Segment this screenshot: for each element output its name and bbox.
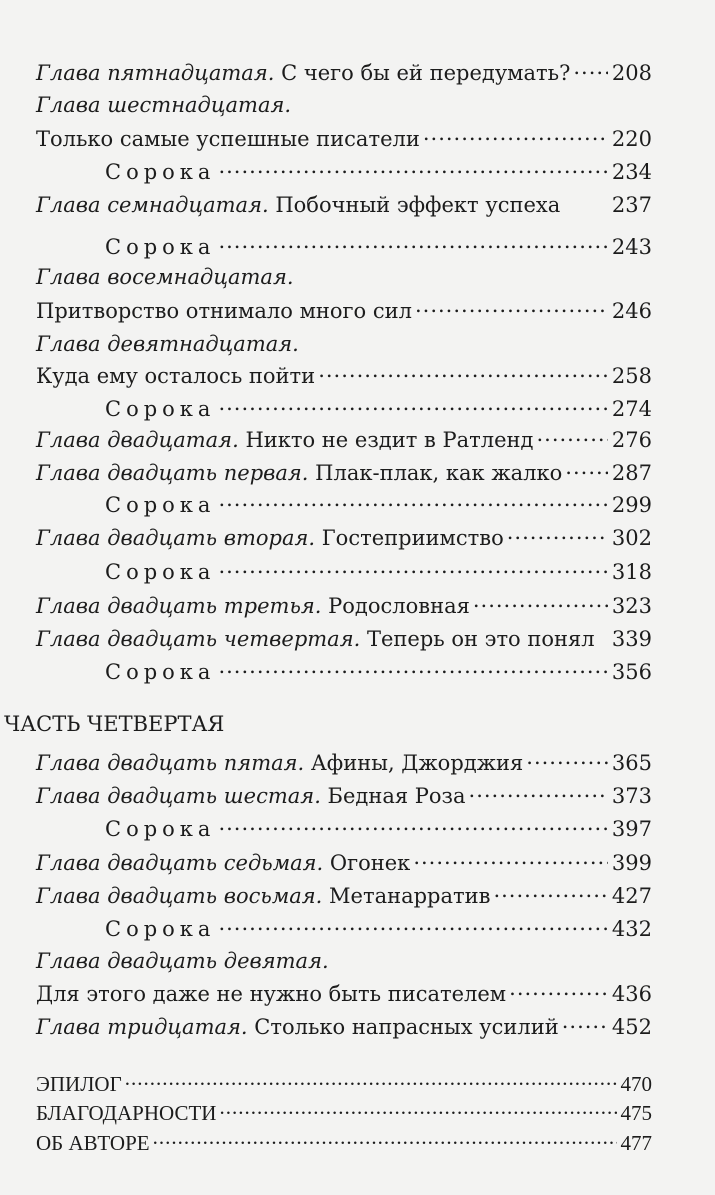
entry-title: Сорока	[105, 817, 216, 841]
leader-dots	[469, 782, 608, 803]
leader-dots	[565, 459, 608, 480]
page-number: 436	[611, 982, 652, 1006]
toc-entry	[36, 425, 652, 455]
page-number: 243	[611, 235, 652, 259]
chapter-label: Глава двадцать восьмая.	[36, 884, 323, 908]
leader-dots	[415, 297, 608, 318]
page-number: 318	[611, 560, 652, 584]
entry-title: Для этого даже не нужно быть писателем	[36, 982, 507, 1006]
leader-dots	[536, 426, 607, 447]
toc-entry	[36, 848, 652, 878]
toc-entry	[36, 1069, 652, 1099]
chapter-label: Глава пятнадцатая.	[36, 61, 275, 85]
leader-dots	[125, 1070, 617, 1091]
toc-entry	[105, 657, 652, 687]
page-number: 432	[611, 917, 652, 941]
leader-dots	[507, 524, 608, 545]
toc-entry	[105, 814, 652, 844]
toc-entry	[36, 881, 652, 911]
entry-title: С чего бы ей передумать?	[274, 61, 571, 85]
toc-entry	[36, 591, 652, 621]
entry-title: Куда ему осталось пойти	[36, 364, 316, 388]
chapter-label: Глава двадцать пятая.	[36, 751, 305, 775]
page-number: 302	[611, 526, 652, 550]
chapter-label: Глава тридцатая.	[36, 1015, 248, 1039]
page-number: 234	[611, 160, 652, 184]
page-number: 475	[620, 1101, 652, 1125]
page-number: 246	[611, 299, 652, 323]
chapter-label: Глава шестнадцатая.	[36, 93, 292, 117]
leader-dots	[218, 491, 607, 512]
chapter-label: Глава семнадцатая.	[36, 193, 269, 217]
chapter-label: Глава восемнадцатая.	[36, 265, 294, 289]
chapter-label: Глава двадцатая.	[36, 428, 239, 452]
toc-entry	[36, 329, 652, 359]
toc-entry	[36, 90, 652, 120]
entry-title: ОБ АВТОРЕ	[36, 1131, 150, 1155]
entry-title: Сорока	[105, 160, 216, 184]
toc-entry	[105, 914, 652, 944]
toc-entry	[36, 1012, 652, 1042]
chapter-label: Глава двадцать девятая.	[36, 949, 329, 973]
toc-entry	[36, 781, 652, 811]
page-number: 373	[611, 784, 652, 808]
page-number: 356	[611, 660, 652, 684]
toc-entry	[105, 490, 652, 520]
leader-dots	[413, 849, 608, 870]
leader-dots	[526, 749, 608, 770]
toc-entry	[36, 523, 652, 553]
leader-dots	[562, 1013, 608, 1034]
leader-dots	[573, 59, 608, 80]
toc-entry	[36, 1128, 652, 1158]
toc-entry	[36, 748, 652, 778]
page-number: 287	[611, 461, 652, 485]
page-number: 220	[611, 127, 652, 151]
page-number: 470	[620, 1072, 652, 1096]
toc-entry	[36, 1098, 652, 1128]
entry-title: Теперь он это понял	[360, 627, 595, 651]
entry-title: ЭПИЛОГ	[36, 1072, 122, 1096]
leader-dots	[509, 980, 608, 1001]
entry-title: Бедная Роза	[320, 784, 466, 808]
toc-entry	[36, 624, 652, 654]
entry-title: Сорока	[105, 917, 216, 941]
page-number: 452	[611, 1015, 652, 1039]
toc-entry	[105, 557, 652, 587]
page-number: 258	[611, 364, 652, 388]
page-number: 237	[611, 193, 652, 217]
page-number: 274	[611, 397, 652, 421]
chapter-label: Глава двадцать четвертая.	[36, 627, 361, 651]
page-number: 339	[611, 627, 652, 651]
entry-title: Плак-плак, как жалко	[308, 461, 563, 485]
page-number: 208	[611, 61, 652, 85]
toc-entry	[36, 979, 652, 1009]
page-number: 365	[611, 751, 652, 775]
leader-dots	[218, 158, 607, 179]
chapter-label: Глава двадцать шестая.	[36, 784, 321, 808]
leader-dots	[218, 915, 607, 936]
page-number: 399	[611, 851, 652, 875]
page-number: 276	[611, 428, 652, 452]
leader-dots	[493, 882, 607, 903]
chapter-label: Глава двадцать седьмая.	[36, 851, 324, 875]
entry-title: Никто не ездит в Ратленд	[238, 428, 534, 452]
toc-entry	[36, 361, 652, 391]
entry-title: Огонек	[323, 851, 411, 875]
entry-title: Родословная	[321, 594, 470, 618]
toc-entry	[36, 58, 652, 88]
leader-dots	[219, 1099, 616, 1120]
page-number: 299	[611, 493, 652, 517]
entry-title: Только самые успешные писатели	[36, 127, 420, 151]
part-heading: ЧАСТЬ ЧЕТВЕРТАЯ	[4, 712, 225, 736]
leader-dots	[473, 592, 608, 613]
toc-entry	[36, 458, 652, 488]
toc-entry	[36, 262, 652, 292]
chapter-label: Глава двадцать третья.	[36, 594, 322, 618]
leader-dots	[218, 395, 607, 416]
leader-dots	[218, 558, 607, 579]
page-number: 323	[611, 594, 652, 618]
entry-title: Побочный эффект успеха	[268, 193, 561, 217]
toc-entry	[105, 157, 652, 187]
chapter-label: Глава девятнадцатая.	[36, 332, 299, 356]
entry-title: Сорока	[105, 235, 216, 259]
leader-dots	[423, 125, 608, 146]
entry-title: БЛАГОДАРНОСТИ	[36, 1101, 217, 1125]
entry-title: Притворство отнимало много сил	[36, 299, 412, 323]
entry-title: Сорока	[105, 397, 216, 421]
chapter-label: Глава двадцать первая.	[36, 461, 309, 485]
toc-entry	[36, 124, 652, 154]
page-number: 427	[611, 884, 652, 908]
leader-dots	[218, 658, 607, 679]
entry-title: Сорока	[105, 560, 216, 584]
entry-title: Сорока	[105, 493, 216, 517]
leader-dots	[318, 362, 608, 383]
toc-entry	[105, 232, 652, 262]
entry-title: Столько напрасных усилий	[247, 1015, 559, 1039]
toc-entry	[36, 946, 652, 976]
leader-dots	[218, 815, 607, 836]
leader-dots	[153, 1129, 617, 1150]
chapter-label: Глава двадцать вторая.	[36, 526, 316, 550]
page-number: 397	[611, 817, 652, 841]
toc-entry	[36, 296, 652, 326]
entry-title: Гостеприимство	[315, 526, 504, 550]
leader-dots	[218, 233, 607, 254]
page-number: 477	[620, 1131, 652, 1155]
entry-title: Сорока	[105, 660, 216, 684]
toc-entry	[105, 394, 652, 424]
entry-title: Афины, Джорджия	[304, 751, 524, 775]
toc-entry	[36, 190, 652, 220]
entry-title: Метанарратив	[322, 884, 491, 908]
